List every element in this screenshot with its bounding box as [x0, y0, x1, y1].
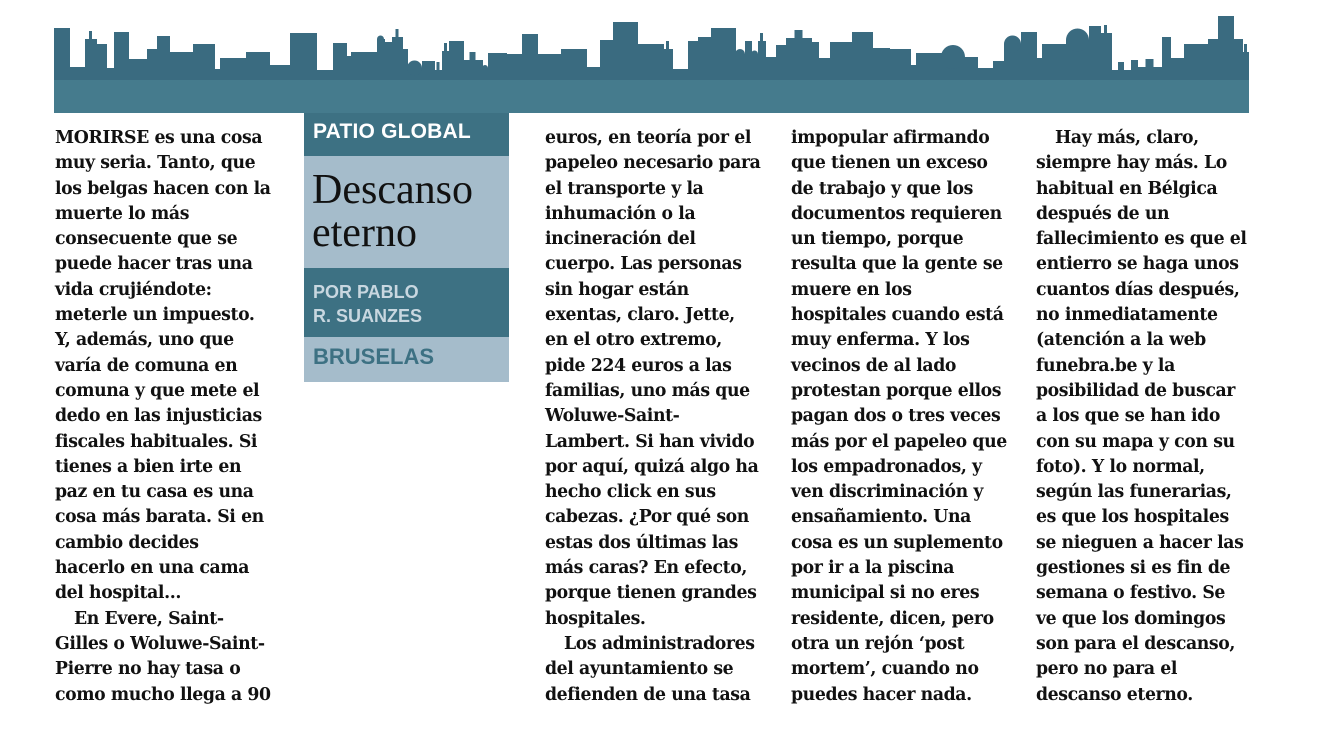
- text-line: documentos requieren: [791, 203, 1002, 224]
- skyline-spire: [760, 33, 763, 41]
- skyline-building: [1170, 58, 1185, 82]
- skyline-building: [1208, 39, 1219, 82]
- text-line: ensañamiento. Una: [791, 507, 971, 528]
- skyline-building: [449, 41, 464, 82]
- dateline-place: [304, 337, 509, 382]
- text-line: papeleo necesario para: [545, 153, 761, 174]
- skyline-dome: [1004, 36, 1021, 53]
- text-line: cuantos días después,: [1036, 279, 1240, 300]
- skyline-building: [54, 28, 70, 82]
- text-line: es que los hospitales: [1036, 507, 1229, 528]
- byline: [304, 268, 509, 337]
- text-line: puedes hacer nada.: [791, 684, 972, 705]
- text-line: son para el descanso,: [1036, 633, 1235, 654]
- text-line: funebra.be y la: [1036, 355, 1175, 376]
- text-line: residente, dicen, pero: [791, 608, 994, 629]
- text-line: comuna y que mete el: [55, 380, 260, 401]
- text-line: defienden de una tasa: [545, 684, 751, 705]
- text-line: muerte lo más: [55, 203, 190, 224]
- skyline-spire: [1104, 25, 1107, 33]
- text-line: familias, uno más que: [545, 380, 750, 401]
- text-line: más por el papeleo que: [791, 431, 1007, 452]
- skyline-spire: [89, 31, 92, 39]
- text-line: pagan dos o tres veces: [791, 406, 1001, 427]
- text-line: muy seria. Tanto, que: [55, 153, 256, 174]
- skyline-spire: [1118, 62, 1124, 70]
- text-line: Los administradores: [564, 633, 755, 654]
- text-line: los belgas hacen con la: [55, 178, 271, 199]
- skyline-building: [600, 40, 614, 82]
- text-line: varía de comuna en: [55, 355, 238, 376]
- skyline-spire: [795, 30, 803, 38]
- text-line: estas dos últimas las: [545, 532, 739, 553]
- skyline-building: [193, 44, 215, 82]
- skyline-building: [765, 57, 777, 82]
- text-line: Pierre no hay tasa o: [55, 659, 241, 680]
- skyline-building: [561, 49, 587, 82]
- skyline-building: [157, 36, 170, 82]
- text-line: cambio decides: [55, 532, 199, 553]
- text-line: más caras? En efecto,: [545, 558, 747, 579]
- skyline-building: [977, 68, 994, 82]
- text-line: paz en tu casa es una: [55, 482, 254, 503]
- skyline-building: [811, 42, 819, 82]
- text-line: que tienen un exceso: [791, 153, 988, 174]
- text-line: dedo en las injusticias: [55, 406, 262, 427]
- skyline-building: [1242, 52, 1249, 82]
- text-line: sin hogar están: [545, 279, 689, 300]
- skyline-building: [745, 41, 752, 82]
- skyline-building: [1137, 67, 1163, 82]
- text-line: no inmediatamente: [1036, 305, 1218, 326]
- paragraph: [1036, 126, 1272, 708]
- text-line: ve que los domingos: [1036, 608, 1226, 629]
- text-line: un tiempo, porque: [791, 229, 964, 250]
- skyline-building: [1100, 33, 1112, 82]
- text-line: del ayuntamiento se: [545, 659, 734, 680]
- text-line: cosa es un suplemento: [791, 532, 1003, 553]
- text-line: protestan porque ellos: [791, 380, 1002, 401]
- article-header-box: [304, 113, 509, 382]
- kicker-text: PATIO GLOBAL: [313, 120, 471, 143]
- skyline-building: [613, 22, 638, 82]
- text-line: por aquí, quizá algo ha: [545, 456, 759, 477]
- skyline-building: [69, 67, 86, 82]
- skyline-spire: [396, 29, 399, 37]
- skyline-building: [377, 39, 385, 82]
- text-line: los empadronados, y: [791, 456, 982, 477]
- article-column-2: [545, 126, 781, 708]
- skyline-building: [663, 49, 673, 82]
- skyline-building: [114, 32, 129, 82]
- text-line: MORIRSE es una cosa: [55, 128, 263, 148]
- text-line: siempre hay más. Lo: [1036, 153, 1227, 174]
- skyline-building: [246, 52, 270, 82]
- text-line: semana o festivo. Se: [1036, 583, 1226, 604]
- skyline-building: [872, 48, 890, 82]
- skyline-building: [351, 52, 378, 82]
- text-line: incineración del: [545, 229, 696, 250]
- skyline-dome: [735, 49, 745, 59]
- skyline-building: [128, 59, 148, 82]
- skyline-building: [1021, 32, 1037, 82]
- article-column-4: [1036, 126, 1272, 708]
- text-line: posibilidad de buscar: [1036, 380, 1235, 401]
- text-line: del hospital…: [55, 583, 181, 604]
- text-line: fiscales habituales. Si: [55, 431, 258, 452]
- skyline-building: [442, 51, 450, 82]
- skyline-building: [488, 53, 507, 82]
- skyline-building: [751, 54, 759, 82]
- text-line: después de un: [1036, 203, 1170, 224]
- skyline-dome: [377, 36, 384, 43]
- skyline-building: [1131, 60, 1138, 82]
- text-line: el transporte y la: [545, 178, 704, 199]
- paragraph: [791, 126, 1027, 708]
- byline-line: POR PABLO: [313, 282, 419, 302]
- skyline-spire: [437, 62, 440, 70]
- text-line: habitual en Bélgica: [1036, 178, 1218, 199]
- text-line: entierro se haga unos: [1036, 254, 1239, 275]
- skyline-graphic: [54, 8, 1249, 113]
- skyline-building: [96, 44, 107, 82]
- text-line: ven discriminación y: [791, 482, 984, 503]
- text-line: meterle un impuesto.: [55, 305, 255, 326]
- text-line: Y, además, uno que: [55, 330, 234, 351]
- banner-bar: [54, 80, 1249, 113]
- skyline-building: [1089, 26, 1101, 82]
- text-line: resulta que la gente se: [791, 254, 1003, 275]
- text-line: tienes a bien irte en: [55, 456, 242, 477]
- text-line: gestiones si es fin de: [1036, 558, 1231, 579]
- skyline-building: [85, 39, 97, 82]
- text-line: consecuente que se: [55, 229, 238, 250]
- skyline-spire: [470, 52, 476, 60]
- skyline-building: [916, 53, 942, 82]
- skyline-building: [776, 45, 787, 82]
- skyline-building: [422, 61, 435, 82]
- skyline-dome: [751, 51, 758, 58]
- text-line: de trabajo y que los: [791, 178, 973, 199]
- skyline-building: [1184, 44, 1209, 82]
- skyline-spire: [444, 43, 447, 51]
- text-line: En Evere, Saint-: [74, 608, 224, 629]
- text-line: pide 224 euros a las: [545, 355, 732, 376]
- article-column-3: [791, 126, 1027, 708]
- skyline-building: [758, 41, 766, 82]
- skyline-building: [290, 33, 317, 82]
- text-line: hospitales.: [545, 608, 646, 629]
- skyline-building: [1042, 44, 1067, 82]
- skyline-building: [522, 34, 538, 82]
- skyline-dome: [482, 65, 488, 71]
- skyline-spire: [1146, 59, 1154, 67]
- text-line: cosa más barata. Si en: [55, 507, 264, 528]
- skyline-building: [786, 38, 812, 82]
- skyline-building: [220, 58, 247, 82]
- text-line: muere en los: [791, 279, 912, 300]
- text-line: con su mapa y con su: [1036, 431, 1235, 452]
- skyline-building: [506, 54, 523, 82]
- skyline-building: [1233, 39, 1243, 82]
- text-line: descanso eterno.: [1036, 684, 1193, 705]
- text-line: mortem’, cuando no: [791, 659, 979, 680]
- skyline-dome: [407, 61, 422, 76]
- article-title: [304, 156, 509, 268]
- skyline-building: [688, 41, 699, 82]
- skyline-building: [965, 57, 978, 82]
- skyline-building: [147, 49, 158, 82]
- skyline-building: [1036, 58, 1043, 82]
- skyline-building: [392, 37, 403, 82]
- paragraph: [545, 632, 781, 708]
- skyline-building: [463, 60, 483, 82]
- text-line: municipal si no eres: [791, 583, 980, 604]
- paragraph: [545, 126, 781, 632]
- text-line: hospitales cuando está: [791, 305, 1004, 326]
- text-line: muy enferma. Y los: [791, 330, 970, 351]
- skyline-building: [537, 54, 562, 82]
- skyline-building: [333, 43, 347, 82]
- text-line: se nieguen a hacer las: [1036, 532, 1244, 553]
- city-skyline-icon: [54, 8, 1249, 113]
- text-line: vecinos de al lado: [791, 355, 957, 376]
- text-line: puede hacer tras una: [55, 254, 253, 275]
- text-line: euros, en teoría por el: [545, 128, 752, 148]
- text-line: Woluwe-Saint-: [545, 406, 680, 427]
- text-line: a los que se han ido: [1036, 406, 1220, 427]
- place-text: BRUSELAS: [313, 344, 435, 369]
- text-line: hecho click en sus: [545, 482, 716, 503]
- skyline-building: [910, 65, 917, 82]
- article-column-1: [55, 126, 280, 708]
- text-line: inhumación o la: [545, 203, 696, 224]
- text-line: exentas, claro. Jette,: [545, 305, 735, 326]
- text-line: otra un rejón ‘post: [791, 633, 965, 654]
- skyline-building: [384, 42, 393, 82]
- text-line: cuerpo. Las personas: [545, 254, 742, 275]
- skyline-building: [1162, 37, 1171, 82]
- text-line: según las funerarias,: [1036, 482, 1232, 503]
- text-line: hacerlo en una cama: [55, 558, 250, 579]
- text-line: porque tienen grandes: [545, 583, 757, 604]
- text-line: como mucho llega a 90: [55, 684, 271, 705]
- text-line: Hay más, claro,: [1055, 128, 1199, 148]
- paragraph: [55, 126, 280, 607]
- text-line: fallecimiento es que el: [1036, 229, 1247, 250]
- title-line: Descanso: [312, 167, 473, 213]
- skyline-building: [586, 67, 601, 82]
- text-line: (atención a la web: [1036, 330, 1206, 351]
- skyline-building: [269, 65, 291, 82]
- skyline-building: [993, 61, 1005, 82]
- text-line: impopular afirmando: [791, 128, 990, 148]
- skyline-building: [818, 58, 831, 82]
- text-line: pero no para el: [1036, 659, 1177, 680]
- byline-line: R. SUANZES: [313, 306, 423, 326]
- title-line: eterno: [312, 210, 417, 256]
- skyline-building: [169, 52, 194, 82]
- text-line: Lambert. Si han vivido: [545, 431, 755, 452]
- skyline-building: [106, 68, 115, 82]
- skyline-building: [637, 44, 664, 82]
- text-line: foto). Y lo normal,: [1036, 456, 1205, 477]
- text-line: en el otro extremo,: [545, 330, 722, 351]
- skyline-building: [1218, 16, 1234, 82]
- skyline-building: [889, 49, 911, 82]
- skyline-spire: [1244, 44, 1247, 52]
- text-line: cabezas. ¿Por qué son: [545, 507, 749, 528]
- skyline-building: [852, 32, 873, 82]
- text-line: Gilles o Woluwe-Saint-: [55, 633, 265, 654]
- skyline-building: [830, 42, 853, 82]
- skyline-dome: [941, 45, 965, 69]
- skyline-building: [711, 28, 736, 82]
- skyline-spire: [666, 41, 669, 49]
- text-line: por ir a la piscina: [791, 558, 955, 579]
- skyline-dome: [1066, 29, 1089, 52]
- skyline-building: [698, 37, 712, 82]
- section-kicker: [304, 113, 509, 156]
- paragraph: [55, 607, 280, 708]
- text-line: vida crujiéndote:: [55, 279, 212, 300]
